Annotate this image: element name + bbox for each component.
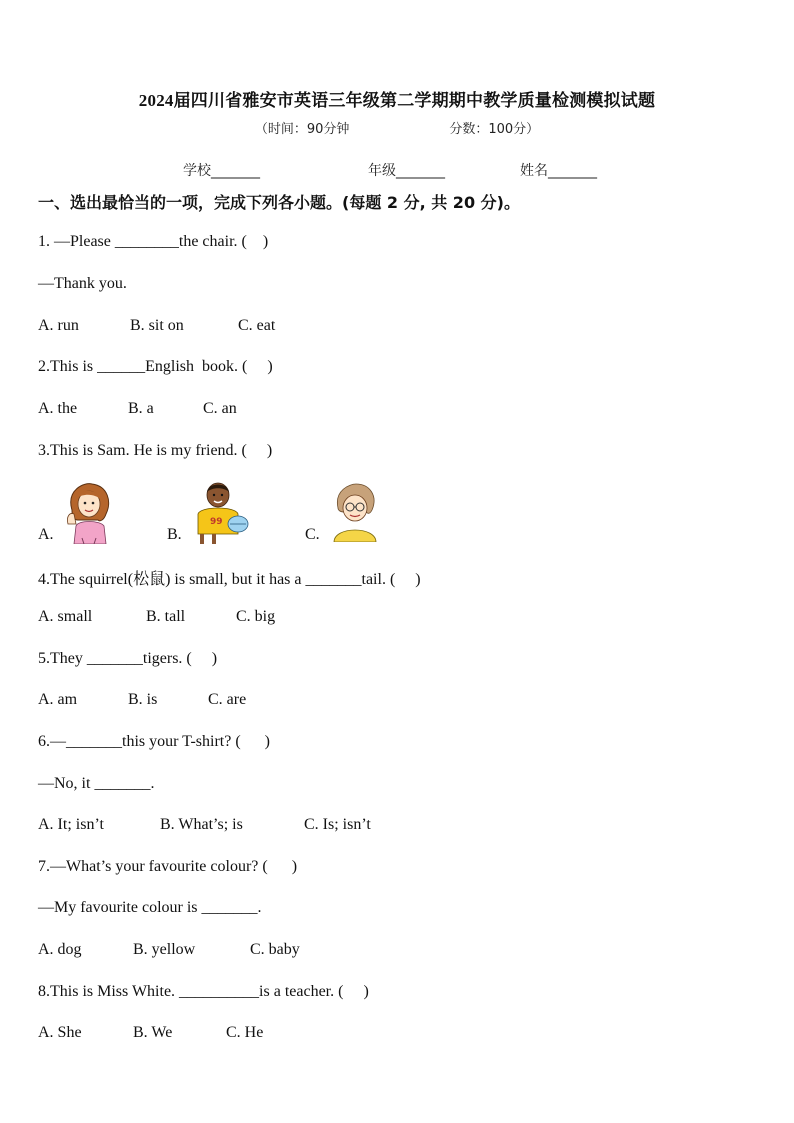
question-1-stem: 1. —Please ________the chair. ( ): [38, 233, 269, 250]
option-a[interactable]: A. It; isn’t: [38, 816, 104, 833]
question-6-stem: 6.—_______this your T-shirt? ( ): [38, 733, 270, 750]
grade-field[interactable]: 年级_______: [368, 163, 445, 179]
option-b[interactable]: B. What’s; is: [160, 816, 243, 833]
exam-score: 分数：100分）: [449, 122, 540, 137]
question-8-stem: 8.This is Miss White. __________is a teacher. ( ): [38, 983, 369, 1000]
grandma-with-glasses-icon[interactable]: [330, 482, 380, 542]
question-7-reply: —My favourite colour is _______.: [38, 899, 262, 916]
option-b[interactable]: B.: [167, 526, 182, 543]
option-a[interactable]: A. dog: [38, 941, 82, 958]
question-2-stem: 2.This is ______English book. ( ): [38, 358, 273, 375]
option-c[interactable]: C. big: [236, 608, 276, 625]
option-b[interactable]: B. We: [133, 1024, 173, 1041]
question-6-reply: —No, it _______.: [38, 775, 155, 792]
question-5-stem: 5.They _______tigers. ( ): [38, 650, 218, 667]
girl-with-brown-hair-icon[interactable]: [60, 480, 116, 544]
exam-meta: [0, 118, 794, 137]
option-a[interactable]: A. small: [38, 608, 93, 625]
question-4-stem: 4.The squirrel(松鼠) is small, but it has a _______tail. ( ): [38, 571, 421, 588]
question-7-stem: 7.—What’s your favourite colour? ( ): [38, 858, 298, 875]
name-field[interactable]: 姓名_______: [520, 163, 597, 179]
option-b[interactable]: B. yellow: [133, 941, 196, 958]
option-c[interactable]: C. Is; isn’t: [304, 816, 371, 833]
svg-text:99: 99: [210, 517, 223, 527]
school-field[interactable]: 学校_______: [183, 163, 260, 179]
option-c[interactable]: C. eat: [238, 317, 276, 334]
option-c[interactable]: C. He: [226, 1024, 264, 1041]
boy-in-yellow-jersey-icon[interactable]: [192, 478, 252, 544]
option-c[interactable]: C. an: [203, 400, 237, 417]
option-c[interactable]: C.: [305, 526, 320, 543]
option-a[interactable]: A. run: [38, 317, 79, 334]
question-3-stem: 3.This is Sam. He is my friend. ( ): [38, 442, 273, 459]
question-1-reply: —Thank you.: [38, 275, 127, 292]
option-c[interactable]: C. are: [208, 691, 247, 708]
option-a[interactable]: A. the: [38, 400, 78, 417]
option-a[interactable]: A. am: [38, 691, 78, 708]
section-heading: 一、选出最恰当的一项，完成下列各小题。(每题 2 分, 共 20 分)。: [38, 193, 520, 212]
exam-time: （时间：90分钟: [254, 122, 350, 137]
option-b[interactable]: B. is: [128, 691, 158, 708]
option-c[interactable]: C. baby: [250, 941, 300, 958]
option-b[interactable]: B. tall: [146, 608, 186, 625]
page-title: 2024届四川省雅安市英语三年级第二学期期中教学质量检测模拟试题: [138, 91, 656, 110]
option-b[interactable]: B. a: [128, 400, 154, 417]
option-b[interactable]: B. sit on: [130, 317, 184, 334]
option-a[interactable]: A. She: [38, 1024, 82, 1041]
option-a[interactable]: A.: [38, 526, 54, 543]
